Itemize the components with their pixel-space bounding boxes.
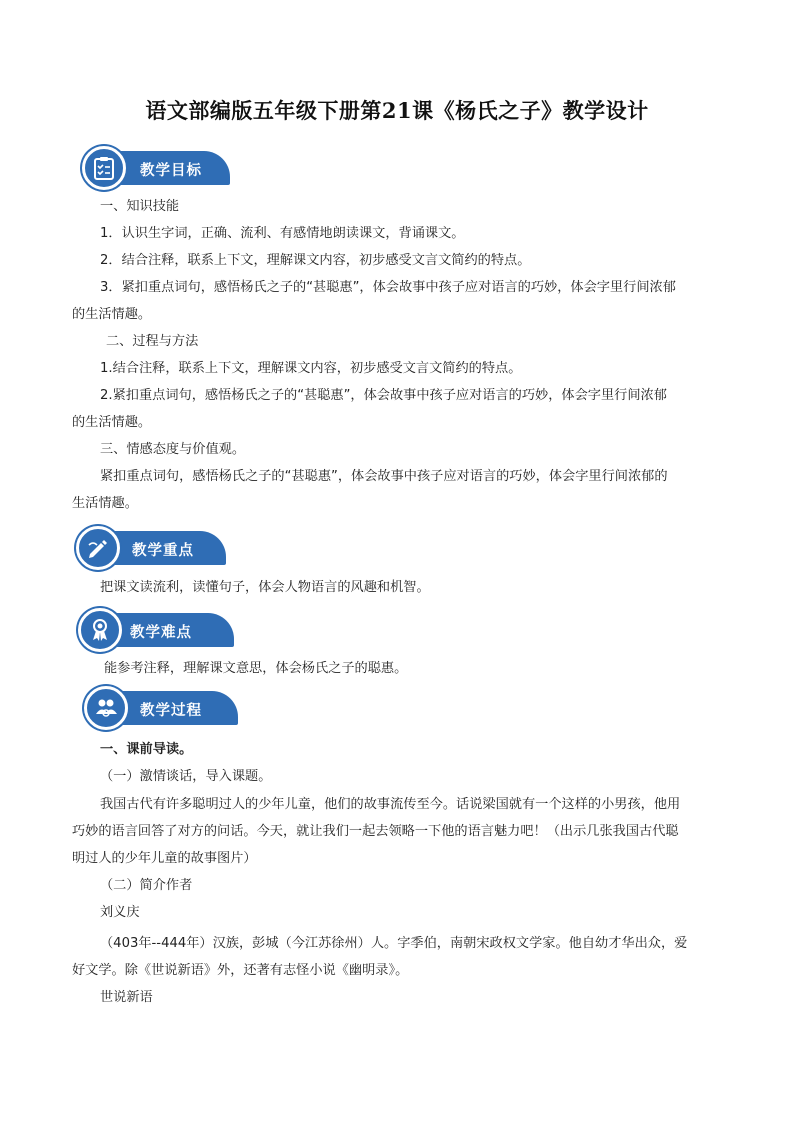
section-label-difficulties: 教学难点 (130, 625, 192, 641)
process-para-2a: （403年--444年）汉族，彭城（今江苏徐州）人。字季伯，南朝宋政权文学家。他自幼才华出众，爱 (100, 936, 688, 951)
goals-line-3a: 3．紧扣重点词句，感悟杨氏之子的“甚聪惠”，体会故事中孩子应对语言的巧妙，体会字里行间浓郁 (100, 280, 676, 295)
process-para-2b: 好文学。除《世说新语》外，还著有志怪小说《幽明录》。 (72, 963, 409, 978)
people-group-icon (84, 686, 128, 730)
goals-method-2a: 2.紧扣重点词句，感悟杨氏之子的“甚聪惠”，体会故事中孩子应对语言的巧妙，体会字里行间浓郁 (100, 388, 667, 403)
key-points-text: 把课文读流利，读懂句子，体会人物语言的风趣和机智。 (100, 580, 430, 595)
section-badge-key-points (76, 526, 226, 570)
goals-method-1: 1.结合注释，联系上下文，理解课文内容，初步感受文言文简约的特点。 (100, 361, 522, 376)
document-title: 语文部编版五年级下册第21课《杨氏之子》教学设计 (145, 98, 649, 123)
process-para-1b: 巧妙的语言回答了对方的问话。今天，就让我们一起去领略一下他的语言魅力吧！（出示几张我国古代聪 (72, 824, 679, 839)
goals-method-2b: 的生活情趣。 (72, 415, 152, 430)
section-badge-goals (82, 146, 232, 190)
section-badge-difficulties (78, 608, 238, 652)
goals-heading-2: 二、过程与方法 (106, 334, 199, 349)
section-label-key-points: 教学重点 (132, 543, 194, 559)
process-sub-1: （一）激情谈话，导入课题。 (100, 769, 272, 784)
goals-heading-3: 三、情感态度与价值观。 (100, 442, 246, 457)
process-book: 世说新语 (100, 990, 153, 1005)
goals-emotion-1a: 紧扣重点词句，感悟杨氏之子的“甚聪惠”，体会故事中孩子应对语言的巧妙，体会字里行间浓郁的 (100, 469, 668, 484)
process-heading-1: 一、课前导读。 (100, 742, 193, 757)
pencil-ribbon-icon (76, 526, 120, 570)
goals-heading-1: 一、知识技能 (100, 199, 180, 214)
goals-emotion-1b: 生活情趣。 (72, 496, 138, 511)
goals-line-1: 1．认识生字词，正确、流利、有感情地朗读课文，背诵课文。 (100, 226, 465, 241)
goals-line-2: 2．结合注释，联系上下文，理解课文内容，初步感受文言文简约的特点。 (100, 253, 531, 268)
process-para-1c: 明过人的少年儿童的故事图片） (72, 851, 257, 866)
process-author: 刘义庆 (100, 905, 140, 920)
section-label-goals: 教学目标 (140, 163, 202, 179)
clipboard-checklist-icon (82, 146, 126, 190)
process-sub-2: （二）简介作者 (100, 878, 193, 893)
section-label-process: 教学过程 (140, 703, 202, 719)
award-medal-icon (78, 608, 122, 652)
section-badge-process (84, 686, 240, 730)
difficulties-text: 能参考注释，理解课文意思，体会杨氏之子的聪惠。 (104, 661, 408, 676)
goals-line-3b: 的生活情趣。 (72, 307, 152, 322)
process-para-1a: 我国古代有许多聪明过人的少年儿童，他们的故事流传至今。话说梁国就有一个这样的小男孩，他用 (100, 797, 681, 812)
